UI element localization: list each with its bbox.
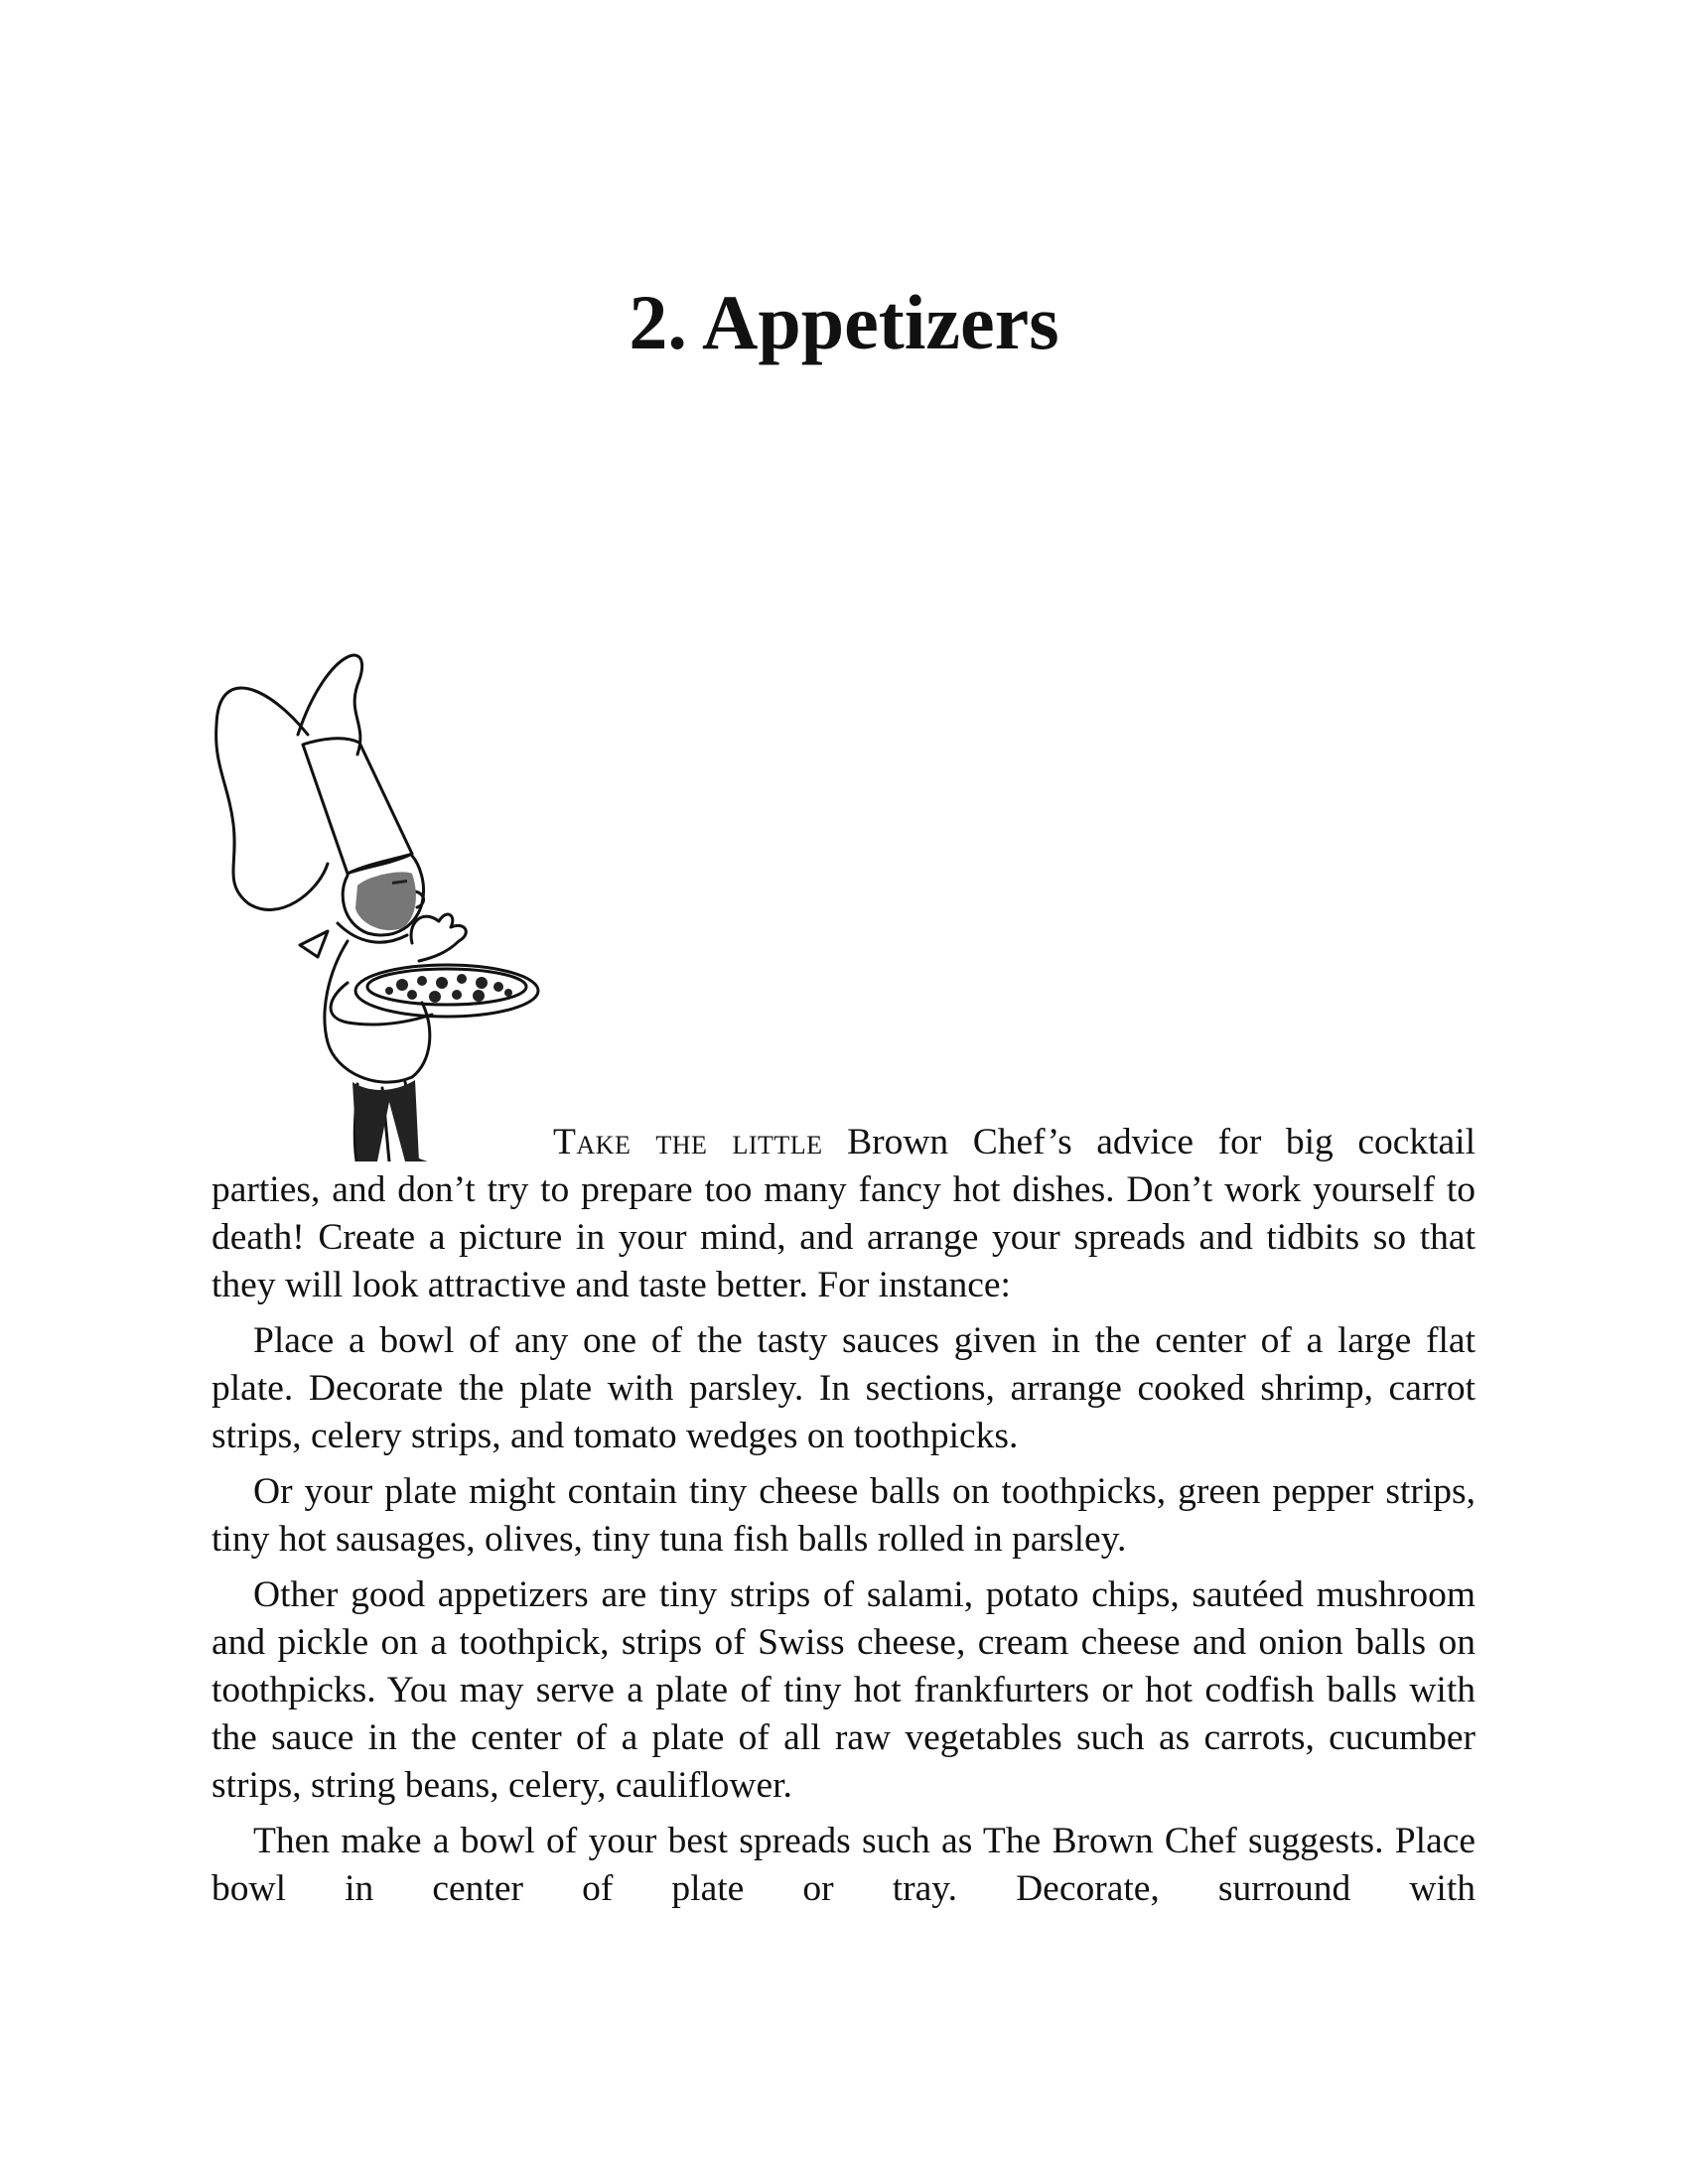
paragraph-intro (211, 1119, 1476, 1309)
chef-carrying-platter-icon (209, 625, 566, 1161)
chapter-title: 2. Appetizers (629, 279, 1059, 365)
intro-rest: parties, and don’t try to prepare too many fancy hot dishes. Don’t work yourself to death! Create a picture in your mind, and arrange your spreads and tidbits so that they will look attractive and taste better. For instance: (211, 1169, 1476, 1305)
intro-lead-small-caps: Take the little (553, 1122, 823, 1162)
intro-first-line-rest: Brown Chef’s advice for big cocktail (847, 1122, 1477, 1162)
paragraph-sauce-plate: Place a bowl of any one of the tasty sauces given in the center of a large flat plate. Decorate the plate with parsley. In sections, arrange cooked shrimp, carrot strips, celery strips, and tomato wedges on toothpicks. (211, 1320, 1476, 1456)
body-text (211, 1119, 1476, 1921)
paragraph-spreads: Then make a bowl of your best spreads such as The Brown Chef suggests. Place bowl in center of plate or tray. Decorate, surround with (211, 1821, 1476, 1909)
chef-illustration (209, 625, 566, 1161)
intro-first-line (211, 1119, 1476, 1166)
paragraph-cheese-balls: Or your plate might contain tiny cheese balls on toothpicks, green pepper strips, tiny hot sausages, olives, tiny tuna fish balls rolled in parsley. (211, 1471, 1476, 1560)
paragraph-other-appetizers: Other good appetizers are tiny strips of salami, potato chips, sautéed mushroom and pickle on a toothpick, strips of Swiss cheese, cream cheese and onion balls on toothpicks. You may serve a plate of tiny hot frankfurters or hot codfish balls with the sauce in the center of a plate of all raw vegetables such as carrots, cucumber strips, string beans, celery, cauliflower. (211, 1574, 1476, 1806)
